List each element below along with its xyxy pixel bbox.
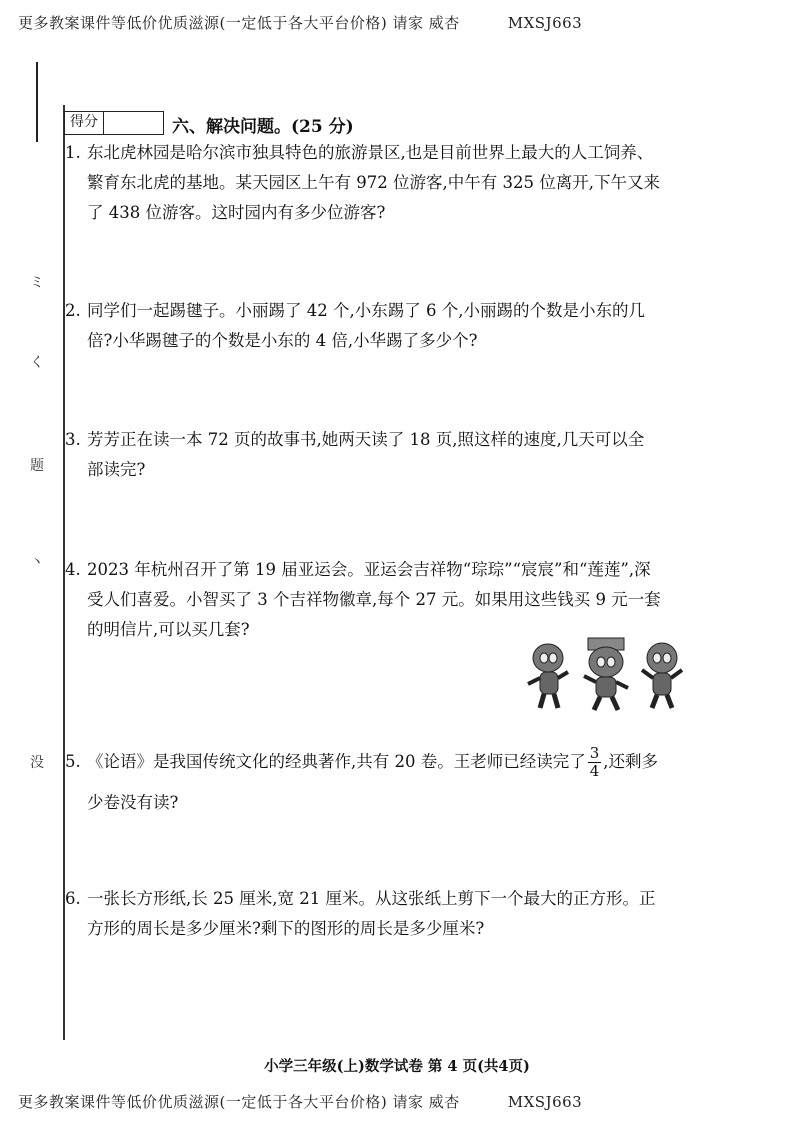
question-5 <box>65 745 705 818</box>
question-text: 一张长方形纸,长 25 厘米,宽 21 厘米。从这张纸上剪下一个最大的正方形。正 <box>87 889 656 908</box>
question-line: 部读完? <box>87 460 146 479</box>
question-line <box>65 296 705 326</box>
question-line <box>65 555 705 585</box>
banner-text: 更多教案课件等低价优质滋源(一定低于各大平台价格) 请家 威杏 <box>18 14 460 32</box>
margin-mark: く <box>30 355 44 371</box>
banner-text: 更多教案课件等低价优质滋源(一定低于各大平台价格) 请家 威杏 <box>18 1093 460 1111</box>
page-footer: 小学三年级(上)数学试卷 第 4 页(共4页) <box>264 1058 530 1075</box>
question-3 <box>65 425 705 485</box>
margin-mark: 丶 <box>30 555 44 571</box>
question-number: 5. <box>65 752 81 771</box>
question-text: 同学们一起踢毽子。小丽踢了 42 个,小东踢了 6 个,小丽踢的个数是小东的几 <box>87 301 645 320</box>
top-banner <box>18 12 582 33</box>
mascot-lianlian <box>642 643 682 708</box>
question-text: ,还剩多 <box>603 752 659 771</box>
question-6 <box>65 884 705 944</box>
question-number: 6. <box>65 889 81 908</box>
fraction-denominator: 4 <box>589 762 600 780</box>
question-text: 芳芳正在读一本 72 页的故事书,她两天读了 18 页,照这样的速度,几天可以全 <box>87 430 645 449</box>
banner-code: MXSJ663 <box>507 1093 583 1111</box>
question-text: 2023 年杭州召开了第 19 届亚运会。亚运会吉祥物“琮琮”“宸宸”和“莲莲”,深 <box>87 560 651 579</box>
question-line: 繁育东北虎的基地。某天园区上午有 972 位游客,中午有 325 位离开,下午又来 <box>87 173 660 192</box>
question-line <box>65 138 705 168</box>
margin-tick <box>36 62 38 142</box>
score-box <box>64 111 164 135</box>
margin-mark: 没 <box>30 755 44 771</box>
section-title: 六、解决问题。(25 分) <box>172 117 354 137</box>
question-line <box>65 745 705 780</box>
score-label: 得分 <box>65 112 104 134</box>
score-blank <box>104 112 163 134</box>
question-number: 1. <box>65 143 81 162</box>
question-line: 了 438 位游客。这时园内有多少位游客? <box>87 203 386 222</box>
fraction-numerator: 3 <box>589 744 600 762</box>
question-number: 3. <box>65 430 81 449</box>
question-line: 的明信片,可以买几套? <box>87 620 250 639</box>
question-4 <box>65 555 705 645</box>
fraction <box>588 745 602 780</box>
question-line <box>65 884 705 914</box>
mascots-illustration <box>520 636 692 712</box>
question-line: 倍?小华踢毽子的个数是小东的 4 倍,小华踢了多少个? <box>87 331 478 350</box>
bottom-banner <box>18 1091 582 1112</box>
margin-mark: 题 <box>30 458 44 474</box>
question-2 <box>65 296 705 356</box>
question-line: 方形的周长是多少厘米?剩下的图形的周长是多少厘米? <box>87 919 485 938</box>
question-line <box>65 425 705 455</box>
mascot-congcong <box>528 644 568 708</box>
question-line: 少卷没有读? <box>87 793 179 812</box>
margin-mark: ミ <box>30 275 44 291</box>
question-1 <box>65 138 705 228</box>
question-number: 2. <box>65 301 81 320</box>
question-line: 受人们喜爱。小智买了 3 个吉祥物徽章,每个 27 元。如果用这些钱买 9 元一套 <box>87 590 661 609</box>
question-text: 东北虎林园是哈尔滨市独具特色的旅游景区,也是目前世界上最大的人工饲养、 <box>87 143 654 162</box>
banner-code: MXSJ663 <box>507 14 583 32</box>
question-number: 4. <box>65 560 81 579</box>
question-text: 《论语》是我国传统文化的经典著作,共有 20 卷。王老师已经读完了 <box>87 752 586 771</box>
mascot-chenchen <box>584 638 628 710</box>
